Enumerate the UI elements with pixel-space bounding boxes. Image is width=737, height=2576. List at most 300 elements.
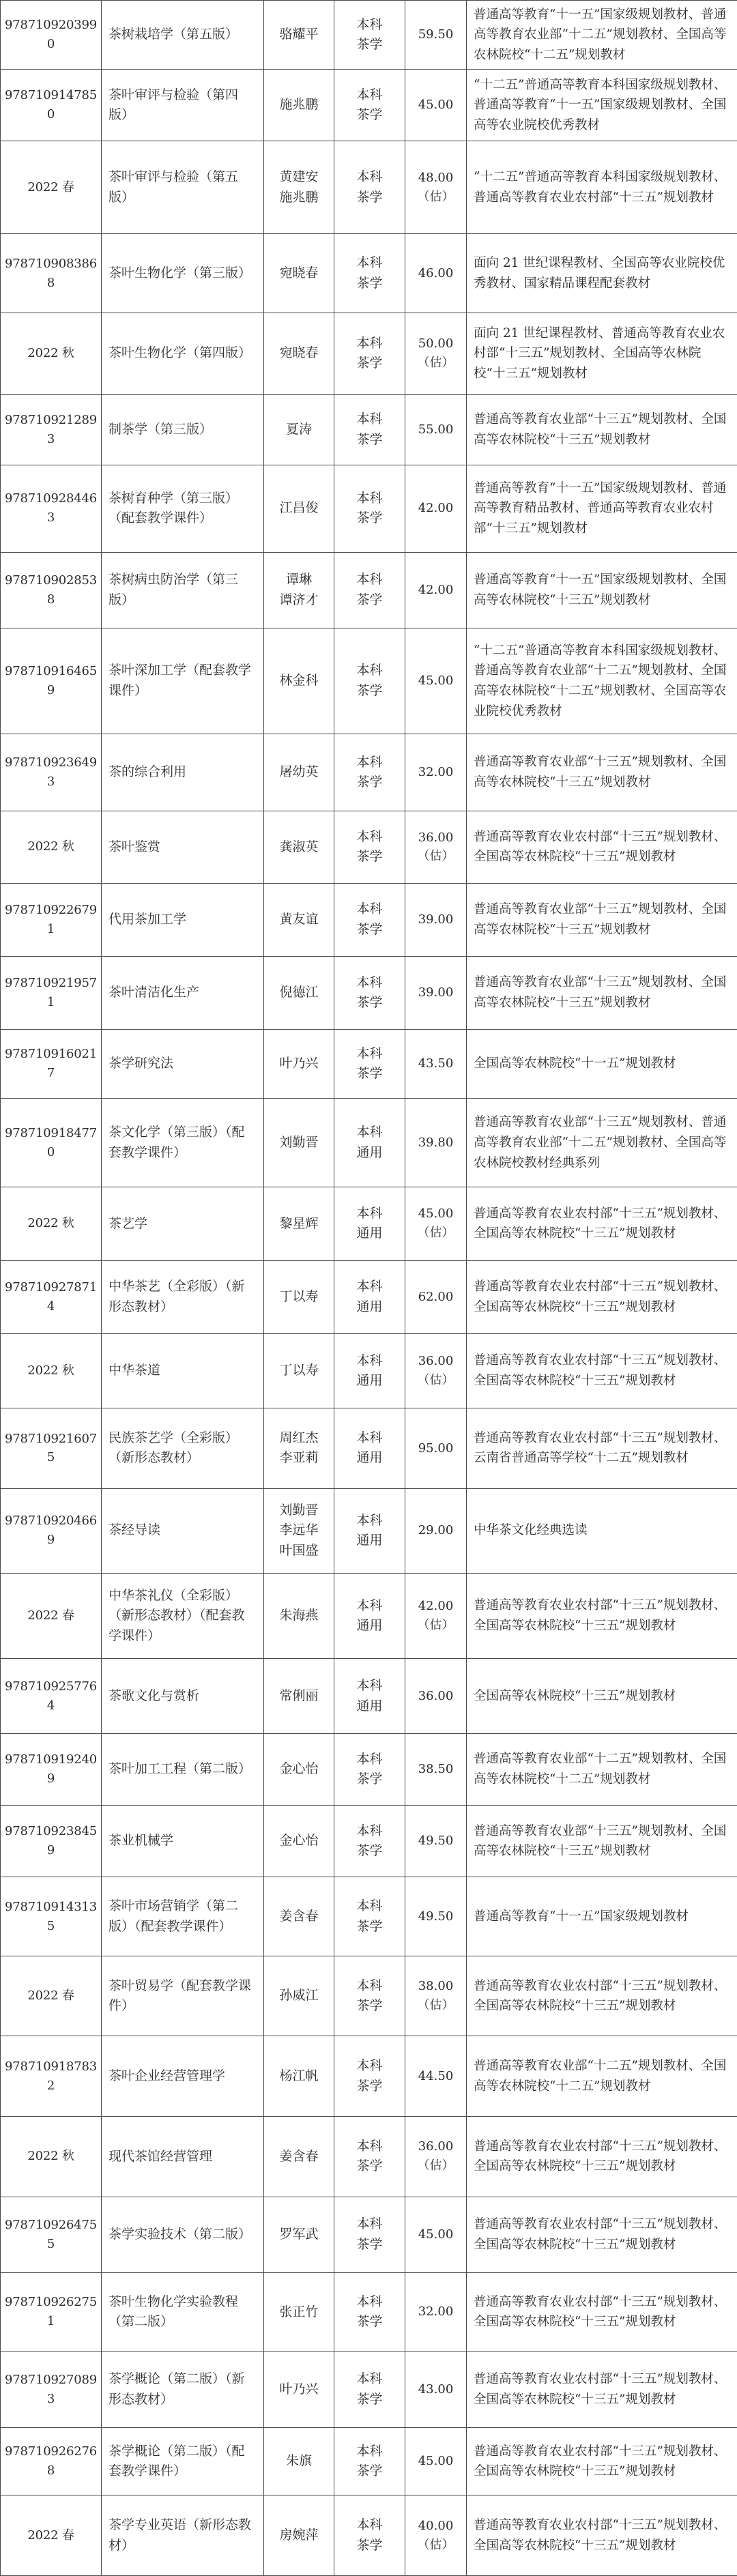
level-cell — [334, 2495, 405, 2576]
honor-cell: 普通高等教育农业农村部“十三五”规划教材、全国高等农林院校“十三五”规划教材 — [467, 2197, 737, 2272]
honor-cell: 普通高等教育农业农村部“十三五”规划教材、云南省普通高等学校“十二五”规划教材 — [467, 1408, 737, 1489]
price-cell — [405, 1733, 467, 1805]
honor-cell: 普通高等教育“十一五”国家级规划教材、普通高等教育精品教材、普通高等教育农业农村部“十三五”规划教材 — [467, 465, 737, 552]
price-cell — [405, 552, 467, 628]
author-cell — [264, 1877, 334, 1956]
price-value: 39.00 — [418, 912, 454, 927]
author-name: 姜含春 — [279, 1908, 319, 1924]
price-value: 36.00 — [418, 2139, 454, 2154]
table-row — [1, 2428, 737, 2495]
author-name: 丁以寿 — [279, 1363, 319, 1378]
title-cell: 中华茶艺（全彩版）（新形态教材） — [102, 1260, 264, 1333]
honor-cell: “十二五”普通高等教育本科国家级规划教材、普通高等教育“十一五”国家级规划教材、全国高等农业院校优秀教材 — [467, 69, 737, 141]
title-cell: 茶经导读 — [102, 1488, 264, 1573]
isbn-cell: 2022 春 — [1, 2495, 102, 2576]
title-cell: 茶歌文化与赏析 — [102, 1659, 264, 1733]
title-cell: 茶树育种学（第三版）（配套教学课件） — [102, 465, 264, 552]
level-cell — [334, 2197, 405, 2272]
price-value: 36.00 — [418, 830, 454, 845]
level-cell — [334, 1099, 405, 1187]
isbn-cell: 9787109278714 — [1, 1260, 102, 1333]
title-cell: 茶学研究法 — [102, 1030, 264, 1099]
price-value: 43.00 — [418, 2382, 454, 2397]
isbn-cell: 2022 秋 — [1, 811, 102, 883]
isbn-cell: 9787109143135 — [1, 1877, 102, 1956]
price-estimate-note: （估） — [417, 1373, 454, 1387]
table-row — [1, 1099, 737, 1187]
author-cell — [264, 552, 334, 628]
price-cell — [405, 1030, 467, 1099]
major: 通用 — [356, 1618, 383, 1634]
honor-cell: 普通高等教育农业农村部“十三五”规划教材、全国高等农林院校“十三五”规划教材 — [467, 1187, 737, 1260]
major: 茶学 — [356, 189, 383, 205]
table-row — [1, 2036, 737, 2117]
table-row — [1, 2117, 737, 2197]
level-cell — [334, 313, 405, 394]
education-level: 本科 — [356, 828, 383, 844]
level-cell — [334, 956, 405, 1029]
title-cell: 茶叶贸易学（配套教学课件） — [102, 1956, 264, 2036]
author-name: 金心怡 — [279, 1761, 319, 1777]
table-row — [1, 1488, 737, 1573]
honor-cell: 普通高等教育农业部“十三五”规划教材、全国高等农林院校“十三五”规划教材 — [467, 394, 737, 465]
title-cell: 茶学概论（第二版）（新形态教材） — [102, 2351, 264, 2427]
level-cell — [334, 2117, 405, 2197]
price-value: 38.00 — [418, 1979, 454, 1994]
author-name: 丁以寿 — [279, 1288, 319, 1304]
level-cell — [334, 1956, 405, 2036]
price-cell — [405, 1806, 467, 1877]
price-cell — [405, 1877, 467, 1956]
honor-cell: 普通高等教育农业农村部“十三五”规划教材、全国高等农林院校“十三五”规划教材 — [467, 1573, 737, 1659]
price-cell — [405, 2351, 467, 2427]
title-cell: 茶学专业英语（新形态教材） — [102, 2495, 264, 2576]
major: 茶学 — [356, 849, 383, 865]
author-cell — [264, 1099, 334, 1187]
price-estimate-note: （估） — [417, 1226, 454, 1241]
title-cell: 茶叶审评与检验（第五版） — [102, 141, 264, 234]
major: 茶学 — [356, 2158, 383, 2174]
education-level: 本科 — [356, 2058, 383, 2074]
author-cell — [264, 2495, 334, 2576]
price-cell — [405, 2117, 467, 2197]
isbn-cell: 9787109236493 — [1, 734, 102, 811]
isbn-cell: 9787109187832 — [1, 2036, 102, 2117]
education-level: 本科 — [356, 1205, 383, 1221]
honor-cell: 普通高等教育农业农村部“十三五”规划教材、全国高等农林院校“十三五”规划教材 — [467, 1333, 737, 1408]
education-level: 本科 — [356, 1978, 383, 1993]
price-value: 42.00 — [418, 1599, 454, 1614]
honor-cell: “十二五”普通高等教育本科国家级规划教材、普通高等教育农业部“十二五”规划教材、全国高等农林院校“十二五”规划教材、全国高等农业院校优秀教材 — [467, 628, 737, 734]
title-cell: 茶叶深加工学（配套教学课件） — [102, 628, 264, 734]
isbn-cell: 9787109184770 — [1, 1099, 102, 1187]
author-name: 宛晓春 — [279, 265, 319, 280]
education-level: 本科 — [356, 169, 383, 185]
author-name: 龚淑英 — [279, 839, 319, 854]
author-name: 施兆鹏 — [279, 97, 319, 113]
price-estimate-note: （估） — [417, 189, 454, 204]
price-value: 62.00 — [418, 1289, 454, 1304]
major: 茶学 — [356, 775, 383, 790]
price-cell — [405, 883, 467, 956]
price-value: 43.50 — [418, 1056, 454, 1071]
level-cell — [334, 1488, 405, 1573]
price-cell — [405, 2273, 467, 2352]
title-cell: 茶文化学（第三版）（配套教学课件） — [102, 1099, 264, 1187]
author-name: 刘勤晋 — [279, 1503, 319, 1518]
author-name: 罗军武 — [279, 2227, 319, 2242]
author-name: 夏涛 — [285, 421, 312, 437]
level-cell — [334, 1408, 405, 1489]
major: 茶学 — [356, 1918, 383, 1934]
price-value: 42.00 — [418, 582, 454, 597]
education-level: 本科 — [356, 663, 383, 678]
education-level: 本科 — [356, 2443, 383, 2459]
major: 茶学 — [356, 1843, 383, 1859]
author-name: 杨江帆 — [279, 2068, 319, 2084]
title-cell: 茶叶生物化学实验教程（第二版） — [102, 2273, 264, 2352]
major: 通用 — [356, 1450, 383, 1466]
major: 茶学 — [356, 592, 383, 607]
major: 茶学 — [356, 1771, 383, 1786]
honor-cell: 普通高等教育农业农村部“十三五”规划教材、全国高等农林院校“十三五”规划教材 — [467, 2428, 737, 2495]
education-level: 本科 — [356, 1279, 383, 1294]
isbn-cell: 2022 春 — [1, 1573, 102, 1659]
author-cell — [264, 1187, 334, 1260]
price-cell — [405, 2036, 467, 2117]
price-estimate-note: （估） — [417, 1618, 454, 1633]
price-value: 32.00 — [418, 2304, 454, 2319]
author-cell — [264, 1806, 334, 1877]
level-cell — [334, 1260, 405, 1333]
table-row — [1, 1260, 737, 1333]
author-cell — [264, 1030, 334, 1099]
honor-cell: 普通高等教育农业部“十二五”规划教材、全国高等农林院校“十二五”规划教材 — [467, 2036, 737, 2117]
price-cell — [405, 1333, 467, 1408]
price-value: 95.00 — [418, 1441, 454, 1456]
isbn-cell: 2022 秋 — [1, 1333, 102, 1408]
education-level: 本科 — [356, 2138, 383, 2154]
author-name: 倪德江 — [279, 985, 319, 1000]
isbn-cell: 9787109203990 — [1, 1, 102, 70]
author-name: 金心怡 — [279, 1833, 319, 1849]
author-cell — [264, 2197, 334, 2272]
major: 茶学 — [356, 2537, 383, 2553]
isbn-cell: 2022 春 — [1, 1956, 102, 2036]
author-cell — [264, 1260, 334, 1333]
title-cell: 茶叶生物化学（第三版） — [102, 234, 264, 313]
price-cell — [405, 1408, 467, 1489]
education-level: 本科 — [356, 1678, 383, 1694]
isbn-cell: 9787109238459 — [1, 1806, 102, 1877]
major: 茶学 — [356, 275, 383, 291]
author-cell — [264, 2273, 334, 2352]
price-cell — [405, 1099, 467, 1187]
major: 茶学 — [356, 2078, 383, 2094]
major: 茶学 — [356, 36, 383, 52]
author-name: 朱海燕 — [279, 1608, 319, 1623]
education-level: 本科 — [356, 1125, 383, 1140]
honor-cell: 中华茶文化经典选读 — [467, 1488, 737, 1573]
title-cell: 茶学概论（第二版）（配套教学课件） — [102, 2428, 264, 2495]
education-level: 本科 — [356, 1512, 383, 1528]
price-value: 45.00 — [418, 1206, 454, 1221]
table-row — [1, 234, 737, 313]
author-cell — [264, 1333, 334, 1408]
major: 通用 — [356, 1698, 383, 1713]
author-name: 谭琳 — [285, 572, 312, 588]
price-estimate-note: （估） — [417, 2158, 454, 2173]
author-name: 姜含春 — [279, 2148, 319, 2164]
isbn-cell: 9787109219571 — [1, 956, 102, 1029]
author-cell — [264, 2036, 334, 2117]
table-row — [1, 141, 737, 234]
price-value: 40.00 — [418, 2518, 454, 2533]
major: 茶学 — [356, 1998, 383, 2014]
table-row — [1, 1, 737, 70]
level-cell — [334, 552, 405, 628]
education-level: 本科 — [356, 87, 383, 102]
price-estimate-note: （估） — [417, 1998, 454, 2013]
honor-cell: 普通高等教育农业部“十二五”规划教材、全国高等农林院校“十二五”规划教材 — [467, 1733, 737, 1805]
price-cell — [405, 141, 467, 234]
author-name: 屠幼英 — [279, 764, 319, 780]
price-value: 55.00 — [418, 422, 454, 437]
author-name: 谭济才 — [279, 592, 319, 607]
education-level: 本科 — [356, 2293, 383, 2309]
level-cell — [334, 1659, 405, 1733]
isbn-cell: 9787109257764 — [1, 1659, 102, 1733]
title-cell: 代用茶加工学 — [102, 883, 264, 956]
major: 通用 — [356, 1226, 383, 1241]
level-cell — [334, 1573, 405, 1659]
title-cell: 茶叶生物化学（第四版） — [102, 313, 264, 394]
isbn-cell: 9787109226791 — [1, 883, 102, 956]
level-cell — [334, 883, 405, 956]
price-value: 45.00 — [418, 98, 454, 113]
price-cell — [405, 734, 467, 811]
price-estimate-note: （估） — [417, 2537, 454, 2552]
table-row — [1, 2495, 737, 2576]
title-cell: 现代茶馆经营管理 — [102, 2117, 264, 2197]
education-level: 本科 — [356, 1751, 383, 1767]
price-cell — [405, 1488, 467, 1573]
author-cell — [264, 465, 334, 552]
isbn-cell: 2022 秋 — [1, 2117, 102, 2197]
education-level: 本科 — [356, 754, 383, 770]
title-cell: 茶叶加工工程（第二版） — [102, 1733, 264, 1805]
price-cell — [405, 811, 467, 883]
author-cell — [264, 811, 334, 883]
level-cell — [334, 141, 405, 234]
education-level: 本科 — [356, 1430, 383, 1446]
major: 茶学 — [356, 510, 383, 526]
title-cell: 茶叶鉴赏 — [102, 811, 264, 883]
isbn-cell: 9787109147850 — [1, 69, 102, 141]
education-level: 本科 — [356, 1352, 383, 1368]
table-row — [1, 465, 737, 552]
education-level: 本科 — [356, 974, 383, 990]
education-level: 本科 — [356, 1898, 383, 1914]
honor-cell: “十二五”普通高等教育本科国家级规划教材、普通高等教育农业农村部“十三五”规划教材 — [467, 141, 737, 234]
author-name: 叶国盛 — [279, 1542, 319, 1558]
price-value: 36.00 — [418, 1688, 454, 1703]
honor-cell: 普通高等教育农业部“十三五”规划教材、全国高等农林院校“十三五”规划教材 — [467, 1806, 737, 1877]
price-cell — [405, 313, 467, 394]
education-level: 本科 — [356, 2216, 383, 2232]
price-estimate-note: （估） — [417, 849, 454, 864]
isbn-cell: 2022 秋 — [1, 1187, 102, 1260]
major: 茶学 — [356, 2314, 383, 2330]
level-cell — [334, 1187, 405, 1260]
price-value: 32.00 — [418, 765, 454, 780]
author-name: 孙威江 — [279, 1988, 319, 2003]
author-cell — [264, 2351, 334, 2427]
author-cell — [264, 1408, 334, 1489]
honor-cell: 普通高等教育农业部“十三五”规划教材、普通高等教育农业部“十二五”规划教材、全国高等农林院校教材经典系列 — [467, 1099, 737, 1187]
education-level: 本科 — [356, 2371, 383, 2387]
price-value: 39.00 — [418, 985, 454, 1000]
honor-cell: 普通高等教育“十一五”国家级规划教材、普通高等教育农业部“十二五”规划教材、全国高等农林院校“十二五”规划教材 — [467, 1, 737, 70]
education-level: 本科 — [356, 572, 383, 588]
title-cell: 中华茶道 — [102, 1333, 264, 1408]
honor-cell: 普通高等教育农业农村部“十三五”规划教材、全国高等农林院校“十三五”规划教材 — [467, 1956, 737, 2036]
price-cell — [405, 956, 467, 1029]
honor-cell: 普通高等教育农业农村部“十三五”规划教材、全国高等农林院校“十三五”规划教材 — [467, 2117, 737, 2197]
major: 通用 — [356, 1373, 383, 1388]
major: 茶学 — [356, 2391, 383, 2407]
level-cell — [334, 1733, 405, 1805]
title-cell: 茶树病虫防治学（第三版） — [102, 552, 264, 628]
author-cell — [264, 2428, 334, 2495]
author-name: 叶乃兴 — [279, 2382, 319, 2397]
author-cell — [264, 883, 334, 956]
honor-cell: 面向 21 世纪课程教材、全国高等农业院校优秀教材、国家精品课程配套教材 — [467, 234, 737, 313]
author-cell — [264, 141, 334, 234]
author-cell — [264, 394, 334, 465]
level-cell — [334, 1030, 405, 1099]
author-cell — [264, 956, 334, 1029]
honor-cell: 普通高等教育“十一五”国家级规划教材、全国高等农林院校“十三五”规划教材 — [467, 552, 737, 628]
major: 茶学 — [356, 106, 383, 122]
table-row — [1, 552, 737, 628]
author-name: 黄建安 — [279, 169, 319, 185]
honor-cell: 普通高等教育农业部“十三五”规划教材、全国高等农林院校“十三五”规划教材 — [467, 956, 737, 1029]
table-row — [1, 2351, 737, 2427]
author-cell — [264, 234, 334, 313]
table-row — [1, 1187, 737, 1260]
title-cell: 茶叶企业经营管理学 — [102, 2036, 264, 2117]
level-cell — [334, 2351, 405, 2427]
author-cell — [264, 1956, 334, 2036]
price-cell — [405, 1, 467, 70]
isbn-cell: 9787109284463 — [1, 465, 102, 552]
price-cell — [405, 2428, 467, 2495]
author-name: 叶乃兴 — [279, 1056, 319, 1071]
education-level: 本科 — [356, 16, 383, 32]
table-row — [1, 628, 737, 734]
level-cell — [334, 234, 405, 313]
level-cell — [334, 2036, 405, 2117]
author-name: 宛晓春 — [279, 345, 319, 361]
title-cell: 茶叶清洁化生产 — [102, 956, 264, 1029]
isbn-cell: 9787109204669 — [1, 1488, 102, 1573]
price-value: 50.00 — [418, 336, 454, 351]
title-cell: 民族茶艺学（全彩版）（新形态教材） — [102, 1408, 264, 1489]
table-row — [1, 1806, 737, 1877]
isbn-cell: 9787109083868 — [1, 234, 102, 313]
isbn-cell: 9787109270893 — [1, 2351, 102, 2427]
education-level: 本科 — [356, 255, 383, 271]
author-cell — [264, 1488, 334, 1573]
major: 茶学 — [356, 431, 383, 447]
price-value: 36.00 — [418, 1354, 454, 1369]
title-cell: 制茶学（第三版） — [102, 394, 264, 465]
author-cell — [264, 1733, 334, 1805]
table-row — [1, 1573, 737, 1659]
price-value: 38.50 — [418, 1762, 454, 1777]
isbn-cell: 9787109216075 — [1, 1408, 102, 1489]
price-cell — [405, 394, 467, 465]
honor-cell: 普通高等教育农业部“十三五”规划教材、全国高等农林院校“十三五”规划教材 — [467, 734, 737, 811]
author-cell — [264, 628, 334, 734]
author-cell — [264, 1659, 334, 1733]
table-row — [1, 313, 737, 394]
author-name: 朱旗 — [285, 2453, 312, 2469]
major: 茶学 — [356, 921, 383, 937]
price-cell — [405, 1573, 467, 1659]
education-level: 本科 — [356, 411, 383, 427]
price-cell — [405, 69, 467, 141]
price-cell — [405, 1260, 467, 1333]
level-cell — [334, 2273, 405, 2352]
author-name: 李远华 — [279, 1522, 319, 1538]
price-value: 45.00 — [418, 673, 454, 688]
education-level: 本科 — [356, 1597, 383, 1613]
author-name: 施兆鹏 — [279, 189, 319, 205]
table-row — [1, 394, 737, 465]
author-cell — [264, 69, 334, 141]
education-level: 本科 — [356, 335, 383, 351]
major: 通用 — [356, 1533, 383, 1548]
table-row — [1, 811, 737, 883]
price-cell — [405, 2197, 467, 2272]
author-name: 李亚莉 — [279, 1450, 319, 1466]
table-row — [1, 956, 737, 1029]
isbn-cell: 9787109264755 — [1, 2197, 102, 2272]
isbn-cell: 9787109212893 — [1, 394, 102, 465]
title-cell: 茶树栽培学（第五版） — [102, 1, 264, 70]
table-row — [1, 2273, 737, 2352]
table-row — [1, 1877, 737, 1956]
honor-cell: 普通高等教育农业农村部“十三五”规划教材、全国高等农林院校“十三五”规划教材 — [467, 811, 737, 883]
author-cell — [264, 1573, 334, 1659]
education-level: 本科 — [356, 1823, 383, 1838]
honor-cell: 普通高等教育农业农村部“十三五”规划教材、全国高等农林院校“十三五”规划教材 — [467, 1260, 737, 1333]
price-value: 48.00 — [418, 170, 454, 185]
education-level: 本科 — [356, 2517, 383, 2533]
price-value: 42.00 — [418, 501, 454, 516]
table-body — [1, 1, 737, 2576]
author-name: 房婉萍 — [279, 2527, 319, 2543]
table-row — [1, 734, 737, 811]
price-estimate-note: （估） — [417, 356, 454, 371]
honor-cell: 普通高等教育“十一五”国家级规划教材 — [467, 1877, 737, 1956]
honor-cell: 面向 21 世纪课程教材、普通高等教育农业农村部“十三五”规划教材、全国高等农林院校“十三五”规划教材 — [467, 313, 737, 394]
price-value: 49.50 — [418, 1834, 454, 1849]
price-value: 45.00 — [418, 2227, 454, 2242]
table-row — [1, 2197, 737, 2272]
